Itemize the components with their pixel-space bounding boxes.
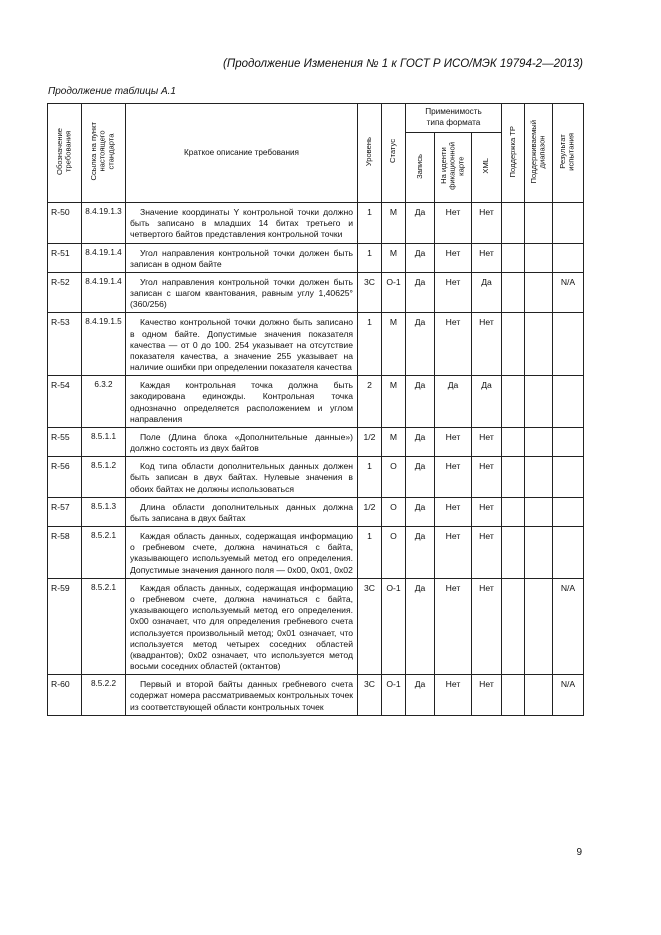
applicability-xml: Нет [472,497,502,526]
table-row [48,427,584,456]
test-result: N/A [553,272,584,313]
range-support [525,675,553,716]
test-result [553,527,584,579]
requirement-reference: 8.5.1.1 [82,427,126,456]
requirement-reference: 8.5.2.1 [82,527,126,579]
col-header-designation: Обозначение требования [48,104,82,203]
range-support [525,203,553,244]
table-row [48,497,584,526]
test-result [553,427,584,456]
test-result [553,203,584,244]
requirement-code: R-60 [48,675,82,716]
tp-support [502,272,525,313]
col-header-status: Статус [382,104,406,203]
applicability-xml: Нет [472,203,502,244]
test-result: N/A [553,578,584,674]
applicability-card: Нет [435,497,472,526]
applicability-card: Нет [435,427,472,456]
requirement-description: Код типа области дополнительных данных должен быть записан в двух байтах. Нулевые значения в обоих байтах не должны использоваться [126,457,358,498]
requirement-reference: 8.5.1.3 [82,497,126,526]
requirement-status: О [382,457,406,498]
requirement-reference: 8.4.19.1.3 [82,203,126,244]
requirement-level: 1 [358,203,382,244]
requirement-status: О-1 [382,272,406,313]
range-support [525,376,553,428]
requirement-description: Каждая область данных, содержащая информацию о гребневом счете, должна начинаться с байта, указывающего используемый метод его определения. Допустимые значения данного поля — 0x00, 0x01, 0x02 [126,527,358,579]
table-row [48,527,584,579]
table-header-row [48,104,584,133]
requirement-code: R-58 [48,527,82,579]
test-result [553,497,584,526]
table-row [48,313,584,376]
range-support [525,243,553,272]
requirement-reference: 8.4.19.1.4 [82,243,126,272]
applicability-xml: Да [472,376,502,428]
applicability-card: Нет [435,272,472,313]
table-row [48,272,584,313]
requirement-status: О [382,527,406,579]
applicability-card: Нет [435,578,472,674]
applicability-record: Да [406,272,435,313]
tp-support [502,427,525,456]
page-number: 9 [576,847,582,858]
applicability-record: Да [406,376,435,428]
requirement-description: Угол направления контрольной точки должен быть записан в одном байте [126,243,358,272]
requirement-description: Первый и второй байты данных гребневого счета содержат номера рассматриваемых контрольных точек из соответствующей области контрольных точек [126,675,358,716]
requirement-status: M [382,427,406,456]
requirement-code: R-52 [48,272,82,313]
applicability-xml: Нет [472,243,502,272]
requirement-reference: 8.5.2.2 [82,675,126,716]
range-support [525,272,553,313]
requirement-description: Качество контрольной точки должно быть записано в одном байте. Допустимые значения показателя качества — от 0 до 100. 254 указывает на отсутствие показателя качества, а значение 255 указывает на наличие ошибки при определении показателя качества [126,313,358,376]
table-row [48,457,584,498]
col-header-range-support: Поддерживаемый диапазон [525,104,553,203]
range-support [525,457,553,498]
table-body [48,203,584,716]
requirements-table [47,103,584,716]
test-result: N/A [553,675,584,716]
requirement-status: M [382,313,406,376]
requirement-code: R-57 [48,497,82,526]
requirement-level: 3С [358,578,382,674]
requirement-reference: 8.5.1.2 [82,457,126,498]
tp-support [502,457,525,498]
applicability-xml: Нет [472,675,502,716]
applicability-record: Да [406,427,435,456]
tp-support [502,376,525,428]
requirement-description: Длина области дополнительных данных должна быть записана в двух байтах [126,497,358,526]
requirement-description: Каждая область данных, содержащая информацию о гребневом счете, должна начинаться с байта, указывающего используемый метод его определения. 0x00 означает, что для определения гребневого счета используется произвольный метод; 0x01 означает, что используется метод четырех соседних областей (квадрантов); 0x02 означает, что используется метод восьми соседних областей (октантов) [126,578,358,674]
applicability-card: Нет [435,203,472,244]
table-continuation-caption: Продолжение таблицы A.1 [48,86,176,97]
requirement-reference: 6.3.2 [82,376,126,428]
requirement-description: Значение координаты Y контрольной точки должно быть записано в младших 14 битах третьего и четвертого байтов представления контрольной точки [126,203,358,244]
range-support [525,527,553,579]
requirement-level: 1 [358,313,382,376]
tp-support [502,527,525,579]
applicability-record: Да [406,313,435,376]
requirement-status: M [382,243,406,272]
applicability-card: Нет [435,457,472,498]
requirement-level: 2 [358,376,382,428]
tp-support [502,497,525,526]
range-support [525,497,553,526]
col-header-card: На иденти фикационной карте [435,133,472,203]
tp-support [502,578,525,674]
applicability-xml: Нет [472,527,502,579]
requirement-level: 3С [358,272,382,313]
applicability-xml: Нет [472,313,502,376]
requirement-description: Угол направления контрольной точки должен быть записан с шагом квантования, равным углу 1,40625° (360/256) [126,272,358,313]
tp-support [502,675,525,716]
requirement-code: R-53 [48,313,82,376]
col-header-tp-support: Поддержка ТР [502,104,525,203]
requirement-code: R-55 [48,427,82,456]
tp-support [502,313,525,376]
applicability-record: Да [406,675,435,716]
requirement-status: M [382,376,406,428]
applicability-card: Нет [435,527,472,579]
table-row [48,376,584,428]
requirement-description: Каждая контрольная точка должна быть закодирована единожды. Контрольная точка однозначно определяется расположением и углом направления [126,376,358,428]
applicability-record: Да [406,203,435,244]
document-header: (Продолжение Изменения № 1 к ГОСТ Р ИСО/МЭК 19794-2—2013) [223,58,583,70]
requirement-code: R-54 [48,376,82,428]
range-support [525,578,553,674]
requirement-code: R-50 [48,203,82,244]
requirement-status: О [382,497,406,526]
col-header-record: Запись [406,133,435,203]
applicability-record: Да [406,497,435,526]
requirement-level: 1/2 [358,497,382,526]
applicability-xml: Да [472,272,502,313]
requirement-level: 1 [358,457,382,498]
tp-support [502,203,525,244]
applicability-card: Нет [435,243,472,272]
requirement-description: Поле (Длина блока «Дополнительные данные») должно состоять из двух байтов [126,427,358,456]
requirement-status: M [382,203,406,244]
col-header-applicability: Применимость типа формата [406,104,502,133]
requirement-status: О-1 [382,578,406,674]
range-support [525,313,553,376]
table-row [48,243,584,272]
applicability-xml: Нет [472,578,502,674]
requirement-reference: 8.5.2.1 [82,578,126,674]
col-header-description: Краткое описание требования [126,104,358,203]
col-header-reference: Ссылка на пункт настоящего стандарта [82,104,126,203]
col-header-level: Уровень [358,104,382,203]
applicability-card: Нет [435,675,472,716]
applicability-xml: Нет [472,457,502,498]
requirement-level: 1 [358,243,382,272]
applicability-record: Да [406,578,435,674]
requirement-status: О-1 [382,675,406,716]
applicability-xml: Нет [472,427,502,456]
applicability-record: Да [406,527,435,579]
table-row [48,203,584,244]
test-result [553,376,584,428]
requirement-reference: 8.4.19.1.4 [82,272,126,313]
applicability-card: Да [435,376,472,428]
col-header-xml: XML [472,133,502,203]
requirement-level: 1 [358,527,382,579]
range-support [525,427,553,456]
table-row [48,675,584,716]
test-result [553,313,584,376]
requirement-level: 1/2 [358,427,382,456]
requirement-code: R-59 [48,578,82,674]
applicability-record: Да [406,457,435,498]
test-result [553,243,584,272]
requirement-code: R-51 [48,243,82,272]
col-header-test-result: Результат испытания [553,104,584,203]
applicability-card: Нет [435,313,472,376]
tp-support [502,243,525,272]
requirement-code: R-56 [48,457,82,498]
requirement-level: 3С [358,675,382,716]
table-row [48,578,584,674]
requirement-reference: 8.4.19.1.5 [82,313,126,376]
applicability-record: Да [406,243,435,272]
test-result [553,457,584,498]
